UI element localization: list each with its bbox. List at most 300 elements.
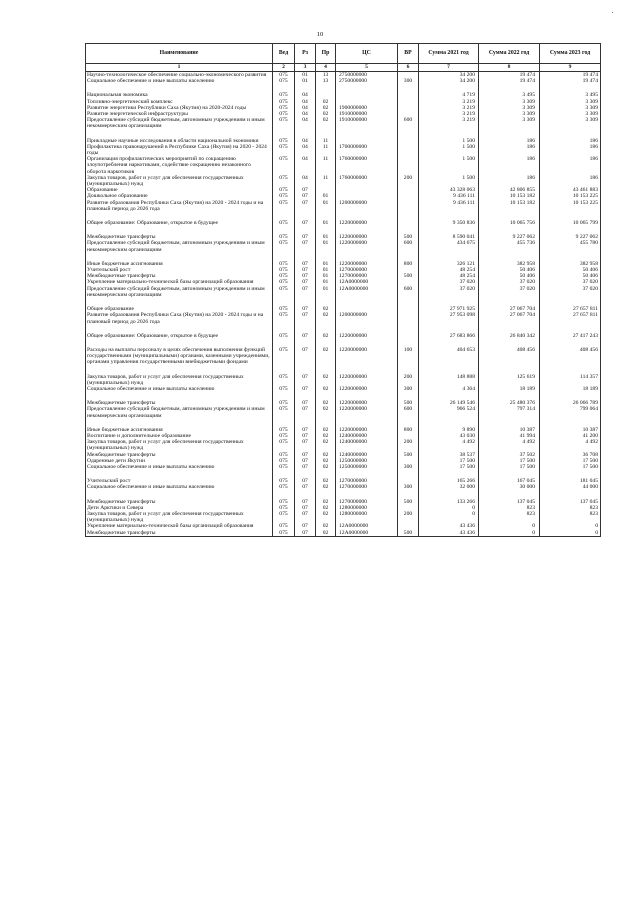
- row-rz: 07: [295, 312, 316, 324]
- row-sum-2023: 186: [540, 156, 601, 175]
- row-vr: 200: [398, 511, 419, 523]
- row-pr: 01: [316, 193, 336, 199]
- table-row: [86, 279, 601, 285]
- row-ved: 075: [273, 484, 295, 490]
- table-row: [86, 386, 601, 392]
- row-sum-2021: 4 492: [419, 439, 479, 451]
- spacer-cell: [316, 325, 336, 333]
- row-sum-2022: 186: [479, 138, 540, 144]
- row-vr: 200: [398, 374, 419, 386]
- row-sum-2023: 50 406: [540, 267, 601, 273]
- row-sum-2022: 17 500: [479, 464, 540, 470]
- row-sum-2022: 50 406: [479, 273, 540, 279]
- row-spacer: [86, 130, 601, 138]
- spacer-cell: [540, 470, 601, 478]
- row-pr: 02: [316, 478, 336, 484]
- row-spacer: [86, 392, 601, 400]
- row-sum-2021: 43 436: [419, 523, 479, 529]
- row-sum-2022: 3 309: [479, 111, 540, 117]
- spacer-cell: [336, 253, 398, 261]
- row-rz: 07: [295, 273, 316, 279]
- row-name: Иные бюджетные ассигнования: [86, 427, 273, 433]
- row-sum-2022: 137 045: [479, 499, 540, 505]
- col-number: 5: [336, 64, 398, 72]
- col-number: 7: [419, 64, 479, 72]
- row-sum-2023: 19 474: [540, 78, 601, 84]
- header-vr: ВР: [398, 44, 419, 64]
- row-name: Межбюджетные трансферты: [86, 400, 273, 406]
- row-rz: 04: [295, 138, 316, 144]
- spacer-cell: [316, 253, 336, 261]
- spacer-cell: [398, 226, 419, 234]
- row-sum-2022: 37 020: [479, 286, 540, 298]
- row-ved: 075: [273, 312, 295, 324]
- row-cs: 12А0000000: [336, 523, 398, 529]
- row-spacer: [86, 212, 601, 220]
- spacer-cell: [273, 253, 295, 261]
- row-name: Межбюджетные трансферты: [86, 530, 273, 537]
- spacer-cell: [86, 212, 273, 220]
- row-cs: 1270000000: [336, 273, 398, 279]
- row-sum-2021: 27 953 098: [419, 312, 479, 324]
- row-cs: 1220000000: [336, 220, 398, 226]
- row-pr: 02: [316, 312, 336, 324]
- table-row: [86, 511, 601, 523]
- row-ved: 075: [273, 464, 295, 470]
- spacer-cell: [273, 226, 295, 234]
- row-name: Межбюджетные трансферты: [86, 499, 273, 505]
- row-sum-2023: 9 227 062: [540, 234, 601, 240]
- row-sum-2021: 133 266: [419, 499, 479, 505]
- header-sum-2023: Сумма 2023 год: [540, 44, 601, 64]
- spacer-cell: [540, 212, 601, 220]
- spacer-cell: [295, 130, 316, 138]
- spacer-cell: [398, 419, 419, 427]
- row-pr: 11: [316, 138, 336, 144]
- row-cs: 1760000000: [336, 156, 398, 175]
- row-sum-2022: 25 480 376: [479, 400, 540, 406]
- row-sum-2021: 43 436: [419, 530, 479, 537]
- row-rz: 07: [295, 306, 316, 312]
- spacer-cell: [295, 470, 316, 478]
- row-sum-2021: 3 219: [419, 111, 479, 117]
- header-sum-2021: Сумма 2021 год: [419, 44, 479, 64]
- spacer-cell: [540, 491, 601, 499]
- row-sum-2021: 1 500: [419, 144, 479, 156]
- row-ved: 075: [273, 279, 295, 285]
- spacer-cell: [273, 392, 295, 400]
- row-sum-2022: 382 958: [479, 261, 540, 267]
- row-rz: 07: [295, 240, 316, 252]
- row-name: Учительский рост: [86, 267, 273, 273]
- spacer-cell: [479, 130, 540, 138]
- row-cs: 1220000000: [336, 333, 398, 339]
- row-rz: 07: [295, 511, 316, 523]
- col-number: 3: [295, 64, 316, 72]
- row-pr: 01: [316, 234, 336, 240]
- header-number-row: [86, 64, 601, 72]
- row-ved: 075: [273, 220, 295, 226]
- row-ved: 075: [273, 187, 295, 193]
- spacer-cell: [336, 470, 398, 478]
- row-sum-2022: 37 020: [479, 279, 540, 285]
- row-sum-2023: 19 474: [540, 72, 601, 79]
- row-name: Одаренные дети Якутии: [86, 458, 273, 464]
- row-pr: 02: [316, 452, 336, 458]
- row-vr: 500: [398, 400, 419, 406]
- row-sum-2022: 10 387: [479, 427, 540, 433]
- row-sum-2021: 17 500: [419, 464, 479, 470]
- row-ved: 075: [273, 333, 295, 339]
- spacer-cell: [540, 325, 601, 333]
- header-row: [86, 44, 601, 64]
- row-pr: 02: [316, 333, 336, 339]
- spacer-cell: [295, 491, 316, 499]
- row-cs: 1250000000: [336, 458, 398, 464]
- table-row: [86, 484, 601, 490]
- row-ved: 075: [273, 523, 295, 529]
- row-pr: 01: [316, 240, 336, 252]
- row-ved: 075: [273, 72, 295, 79]
- spacer-cell: [540, 253, 601, 261]
- row-ved: 075: [273, 306, 295, 312]
- row-name: Учительский рост: [86, 478, 273, 484]
- col-number: 4: [316, 64, 336, 72]
- row-ved: 075: [273, 175, 295, 187]
- spacer-cell: [336, 366, 398, 374]
- row-sum-2022: 42 806 855: [479, 187, 540, 193]
- table-row: [86, 220, 601, 226]
- table-row: [86, 286, 601, 298]
- row-ved: 075: [273, 273, 295, 279]
- row-pr: 13: [316, 72, 336, 79]
- row-name: Развитие образования Республики Саха (Якутия) на 2020 - 2024 годы и на плановый период до 2026 года: [86, 200, 273, 212]
- table-row: [86, 347, 601, 366]
- spacer-cell: [86, 392, 273, 400]
- row-cs: 1240000000: [336, 439, 398, 451]
- row-vr: [398, 156, 419, 175]
- row-pr: 02: [316, 484, 336, 490]
- spacer-cell: [398, 392, 419, 400]
- row-sum-2021: 26 149 546: [419, 400, 479, 406]
- row-rz: 07: [295, 286, 316, 298]
- spacer-cell: [540, 84, 601, 92]
- table-row: [86, 175, 601, 187]
- row-name: Образование: [86, 187, 273, 193]
- spacer-cell: [540, 339, 601, 347]
- row-name: Общее образование: Образование, открытое в будущее: [86, 333, 273, 339]
- row-name: Закупка товаров, работ и услуг для обеспечения государственных (муниципальных) нужд: [86, 511, 273, 523]
- row-name: Укрепление материально-технической базы организаций образования: [86, 279, 273, 285]
- row-ved: 075: [273, 478, 295, 484]
- row-sum-2022: 37 502: [479, 452, 540, 458]
- row-name: Профилактика правонарушений в Республике Саха (Якутия) на 2020 - 2024 годы: [86, 144, 273, 156]
- spacer-cell: [273, 339, 295, 347]
- spacer-cell: [540, 298, 601, 306]
- row-cs: 1220000000: [336, 374, 398, 386]
- row-vr: 500: [398, 234, 419, 240]
- row-name: Общее образование: Образование, открытое в будущее: [86, 220, 273, 226]
- row-sum-2022: 27 067 704: [479, 306, 540, 312]
- row-ved: 075: [273, 234, 295, 240]
- row-pr: 02: [316, 111, 336, 117]
- row-rz: 07: [295, 439, 316, 451]
- row-cs: 1200000000: [336, 200, 398, 212]
- spacer-cell: [336, 212, 398, 220]
- row-vr: 300: [398, 464, 419, 470]
- row-name: Укрепление материально-технической базы организаций образования: [86, 523, 273, 529]
- spacer-cell: [273, 130, 295, 138]
- spacer-cell: [479, 366, 540, 374]
- row-sum-2022: 186: [479, 156, 540, 175]
- row-sum-2023: 3 495: [540, 92, 601, 98]
- row-pr: 02: [316, 386, 336, 392]
- row-sum-2023: 3 309: [540, 111, 601, 117]
- row-sum-2022: 10 153 182: [479, 200, 540, 212]
- spacer-cell: [398, 84, 419, 92]
- row-sum-2023: 18 189: [540, 386, 601, 392]
- row-sum-2021: 43 328 063: [419, 187, 479, 193]
- spacer-cell: [295, 84, 316, 92]
- spacer-cell: [86, 325, 273, 333]
- spacer-cell: [540, 392, 601, 400]
- row-sum-2022: 17 500: [479, 458, 540, 464]
- row-rz: 07: [295, 523, 316, 529]
- row-ved: 075: [273, 427, 295, 433]
- col-number: 6: [398, 64, 419, 72]
- row-name: Межбюджетные трансферты: [86, 452, 273, 458]
- table-body: [86, 72, 601, 537]
- row-sum-2023: 137 045: [540, 499, 601, 505]
- row-cs: 1910000000: [336, 117, 398, 129]
- row-vr: 200: [398, 439, 419, 451]
- spacer-cell: [419, 212, 479, 220]
- row-ved: 075: [273, 458, 295, 464]
- row-name: Социальное обеспечение и иные выплаты населению: [86, 78, 273, 84]
- table-row: [86, 144, 601, 156]
- row-sum-2021: 43 030: [419, 433, 479, 439]
- table-row: [86, 200, 601, 212]
- spacer-cell: [540, 226, 601, 234]
- row-rz: 07: [295, 400, 316, 406]
- spacer-cell: [336, 419, 398, 427]
- row-ved: 075: [273, 193, 295, 199]
- row-rz: 07: [295, 200, 316, 212]
- spacer-cell: [398, 298, 419, 306]
- row-sum-2023: 186: [540, 138, 601, 144]
- row-pr: 02: [316, 427, 336, 433]
- row-ved: 075: [273, 200, 295, 212]
- row-cs: 1220000000: [336, 347, 398, 366]
- row-spacer: [86, 366, 601, 374]
- row-cs: 1240000000: [336, 433, 398, 439]
- spacer-cell: [398, 491, 419, 499]
- row-name: Предоставление субсидий бюджетным, автономным учреждениям и иным некоммерческим организациям: [86, 406, 273, 418]
- row-pr: 02: [316, 523, 336, 529]
- row-cs: 1270000000: [336, 478, 398, 484]
- row-sum-2023: 10 387: [540, 427, 601, 433]
- header-cs: ЦС: [336, 44, 398, 64]
- row-spacer: [86, 339, 601, 347]
- spacer-cell: [479, 419, 540, 427]
- row-sum-2021: 3 219: [419, 117, 479, 129]
- row-sum-2021: 8 590 041: [419, 234, 479, 240]
- spacer-cell: [479, 325, 540, 333]
- row-sum-2022: 797 314: [479, 406, 540, 418]
- row-sum-2023: 17 500: [540, 464, 601, 470]
- spacer-cell: [419, 470, 479, 478]
- spacer-cell: [316, 212, 336, 220]
- spacer-cell: [295, 253, 316, 261]
- spacer-cell: [273, 491, 295, 499]
- row-name: Развитие энергетической инфраструктуры: [86, 111, 273, 117]
- row-sum-2021: 32 000: [419, 484, 479, 490]
- spacer-cell: [479, 226, 540, 234]
- row-cs: 1220000000: [336, 234, 398, 240]
- row-sum-2023: 26 066 789: [540, 400, 601, 406]
- spacer-cell: [86, 470, 273, 478]
- row-rz: 07: [295, 484, 316, 490]
- row-pr: 01: [316, 220, 336, 226]
- spacer-cell: [316, 226, 336, 234]
- row-vr: 600: [398, 286, 419, 298]
- row-name: Дошкольное образование: [86, 193, 273, 199]
- row-sum-2023: 36 708: [540, 452, 601, 458]
- row-vr: [398, 200, 419, 212]
- row-pr: 02: [316, 374, 336, 386]
- row-vr: 300: [398, 386, 419, 392]
- spacer-cell: [419, 253, 479, 261]
- row-ved: 075: [273, 433, 295, 439]
- row-sum-2021: 148 888: [419, 374, 479, 386]
- row-sum-2022: 167 045: [479, 478, 540, 484]
- row-name: Организация профилактических мероприятий по сокращению злоупотребления наркотиками, содействие сокращению незаконного оборота наркотиков: [86, 156, 273, 175]
- row-name: Иные бюджетные ассигнования: [86, 261, 273, 267]
- spacer-cell: [419, 226, 479, 234]
- row-pr: 02: [316, 406, 336, 418]
- row-name: Социальное обеспечение и иные выплаты населению: [86, 386, 273, 392]
- row-ved: 075: [273, 105, 295, 111]
- spacer-cell: [336, 392, 398, 400]
- spacer-cell: [316, 298, 336, 306]
- row-pr: 02: [316, 530, 336, 537]
- spacer-cell: [86, 84, 273, 92]
- row-rz: 07: [295, 234, 316, 240]
- row-ved: 075: [273, 78, 295, 84]
- spacer-cell: [479, 298, 540, 306]
- row-name: Топливно-энергетический комплекс: [86, 99, 273, 105]
- row-vr: 300: [398, 484, 419, 490]
- row-cs: 1250000000: [336, 464, 398, 470]
- row-sum-2023: 823: [540, 505, 601, 511]
- row-sum-2021: 3 219: [419, 99, 479, 105]
- row-rz: 07: [295, 374, 316, 386]
- spacer-cell: [316, 392, 336, 400]
- table-row: [86, 78, 601, 84]
- table-row: [86, 530, 601, 537]
- spacer-cell: [419, 419, 479, 427]
- row-name: Социальное обеспечение и иные выплаты населению: [86, 484, 273, 490]
- row-sum-2021: 27 971 925: [419, 306, 479, 312]
- row-ved: 075: [273, 267, 295, 273]
- spacer-cell: [479, 491, 540, 499]
- spacer-cell: [419, 491, 479, 499]
- row-sum-2022: 30 000: [479, 484, 540, 490]
- row-name: Предоставление субсидий бюджетным, автономным учреждениям и иным некоммерческим организациям: [86, 286, 273, 298]
- row-sum-2023: 3 309: [540, 99, 601, 105]
- row-pr: 02: [316, 306, 336, 312]
- row-sum-2023: 17 500: [540, 458, 601, 464]
- row-pr: 02: [316, 105, 336, 111]
- header-name: Наименование: [86, 44, 273, 64]
- row-cs: 1900000000: [336, 105, 398, 111]
- row-sum-2022: 4 492: [479, 439, 540, 451]
- row-cs: 1240000000: [336, 452, 398, 458]
- spacer-cell: [316, 470, 336, 478]
- spacer-cell: [336, 130, 398, 138]
- row-pr: 01: [316, 279, 336, 285]
- row-sum-2021: 3 219: [419, 105, 479, 111]
- row-sum-2023: 10 153 225: [540, 200, 601, 212]
- row-rz: 04: [295, 117, 316, 129]
- row-rz: 04: [295, 105, 316, 111]
- spacer-cell: [273, 325, 295, 333]
- row-ved: 075: [273, 117, 295, 129]
- spacer-cell: [479, 212, 540, 220]
- spacer-cell: [479, 84, 540, 92]
- row-sum-2022: 26 840 342: [479, 333, 540, 339]
- row-vr: 300: [398, 78, 419, 84]
- row-ved: 075: [273, 452, 295, 458]
- col-number: 1: [86, 64, 273, 72]
- row-sum-2023: 382 958: [540, 261, 601, 267]
- spacer-cell: [479, 339, 540, 347]
- row-rz: 07: [295, 452, 316, 458]
- row-sum-2021: 0: [419, 505, 479, 511]
- row-ved: 075: [273, 144, 295, 156]
- row-name: Национальная экономика: [86, 92, 273, 98]
- row-ved: 075: [273, 156, 295, 175]
- header-ved: Вед: [273, 44, 295, 64]
- row-ved: 075: [273, 511, 295, 523]
- table-row: [86, 406, 601, 418]
- spacer-cell: [479, 253, 540, 261]
- spacer-cell: [86, 298, 273, 306]
- spacer-cell: [295, 419, 316, 427]
- row-sum-2022: 186: [479, 144, 540, 156]
- spacer-cell: [479, 470, 540, 478]
- row-spacer: [86, 84, 601, 92]
- spacer-cell: [540, 130, 601, 138]
- row-ved: 075: [273, 347, 295, 366]
- spacer-cell: [86, 419, 273, 427]
- spacer-cell: [316, 491, 336, 499]
- row-ved: 075: [273, 406, 295, 418]
- spacer-cell: [336, 491, 398, 499]
- row-pr: 02: [316, 464, 336, 470]
- row-sum-2022: 0: [479, 530, 540, 537]
- row-rz: 07: [295, 458, 316, 464]
- spacer-cell: [419, 366, 479, 374]
- spacer-cell: [336, 339, 398, 347]
- spacer-cell: [273, 366, 295, 374]
- row-name: Развитие образования Республики Саха (Якутия) на 2020 - 2024 годы и на плановый период до 2026 года: [86, 312, 273, 324]
- row-vr: 800: [398, 261, 419, 267]
- row-pr: 01: [316, 200, 336, 212]
- row-sum-2023: 408 456: [540, 347, 601, 366]
- row-ved: 075: [273, 505, 295, 511]
- spacer-cell: [398, 253, 419, 261]
